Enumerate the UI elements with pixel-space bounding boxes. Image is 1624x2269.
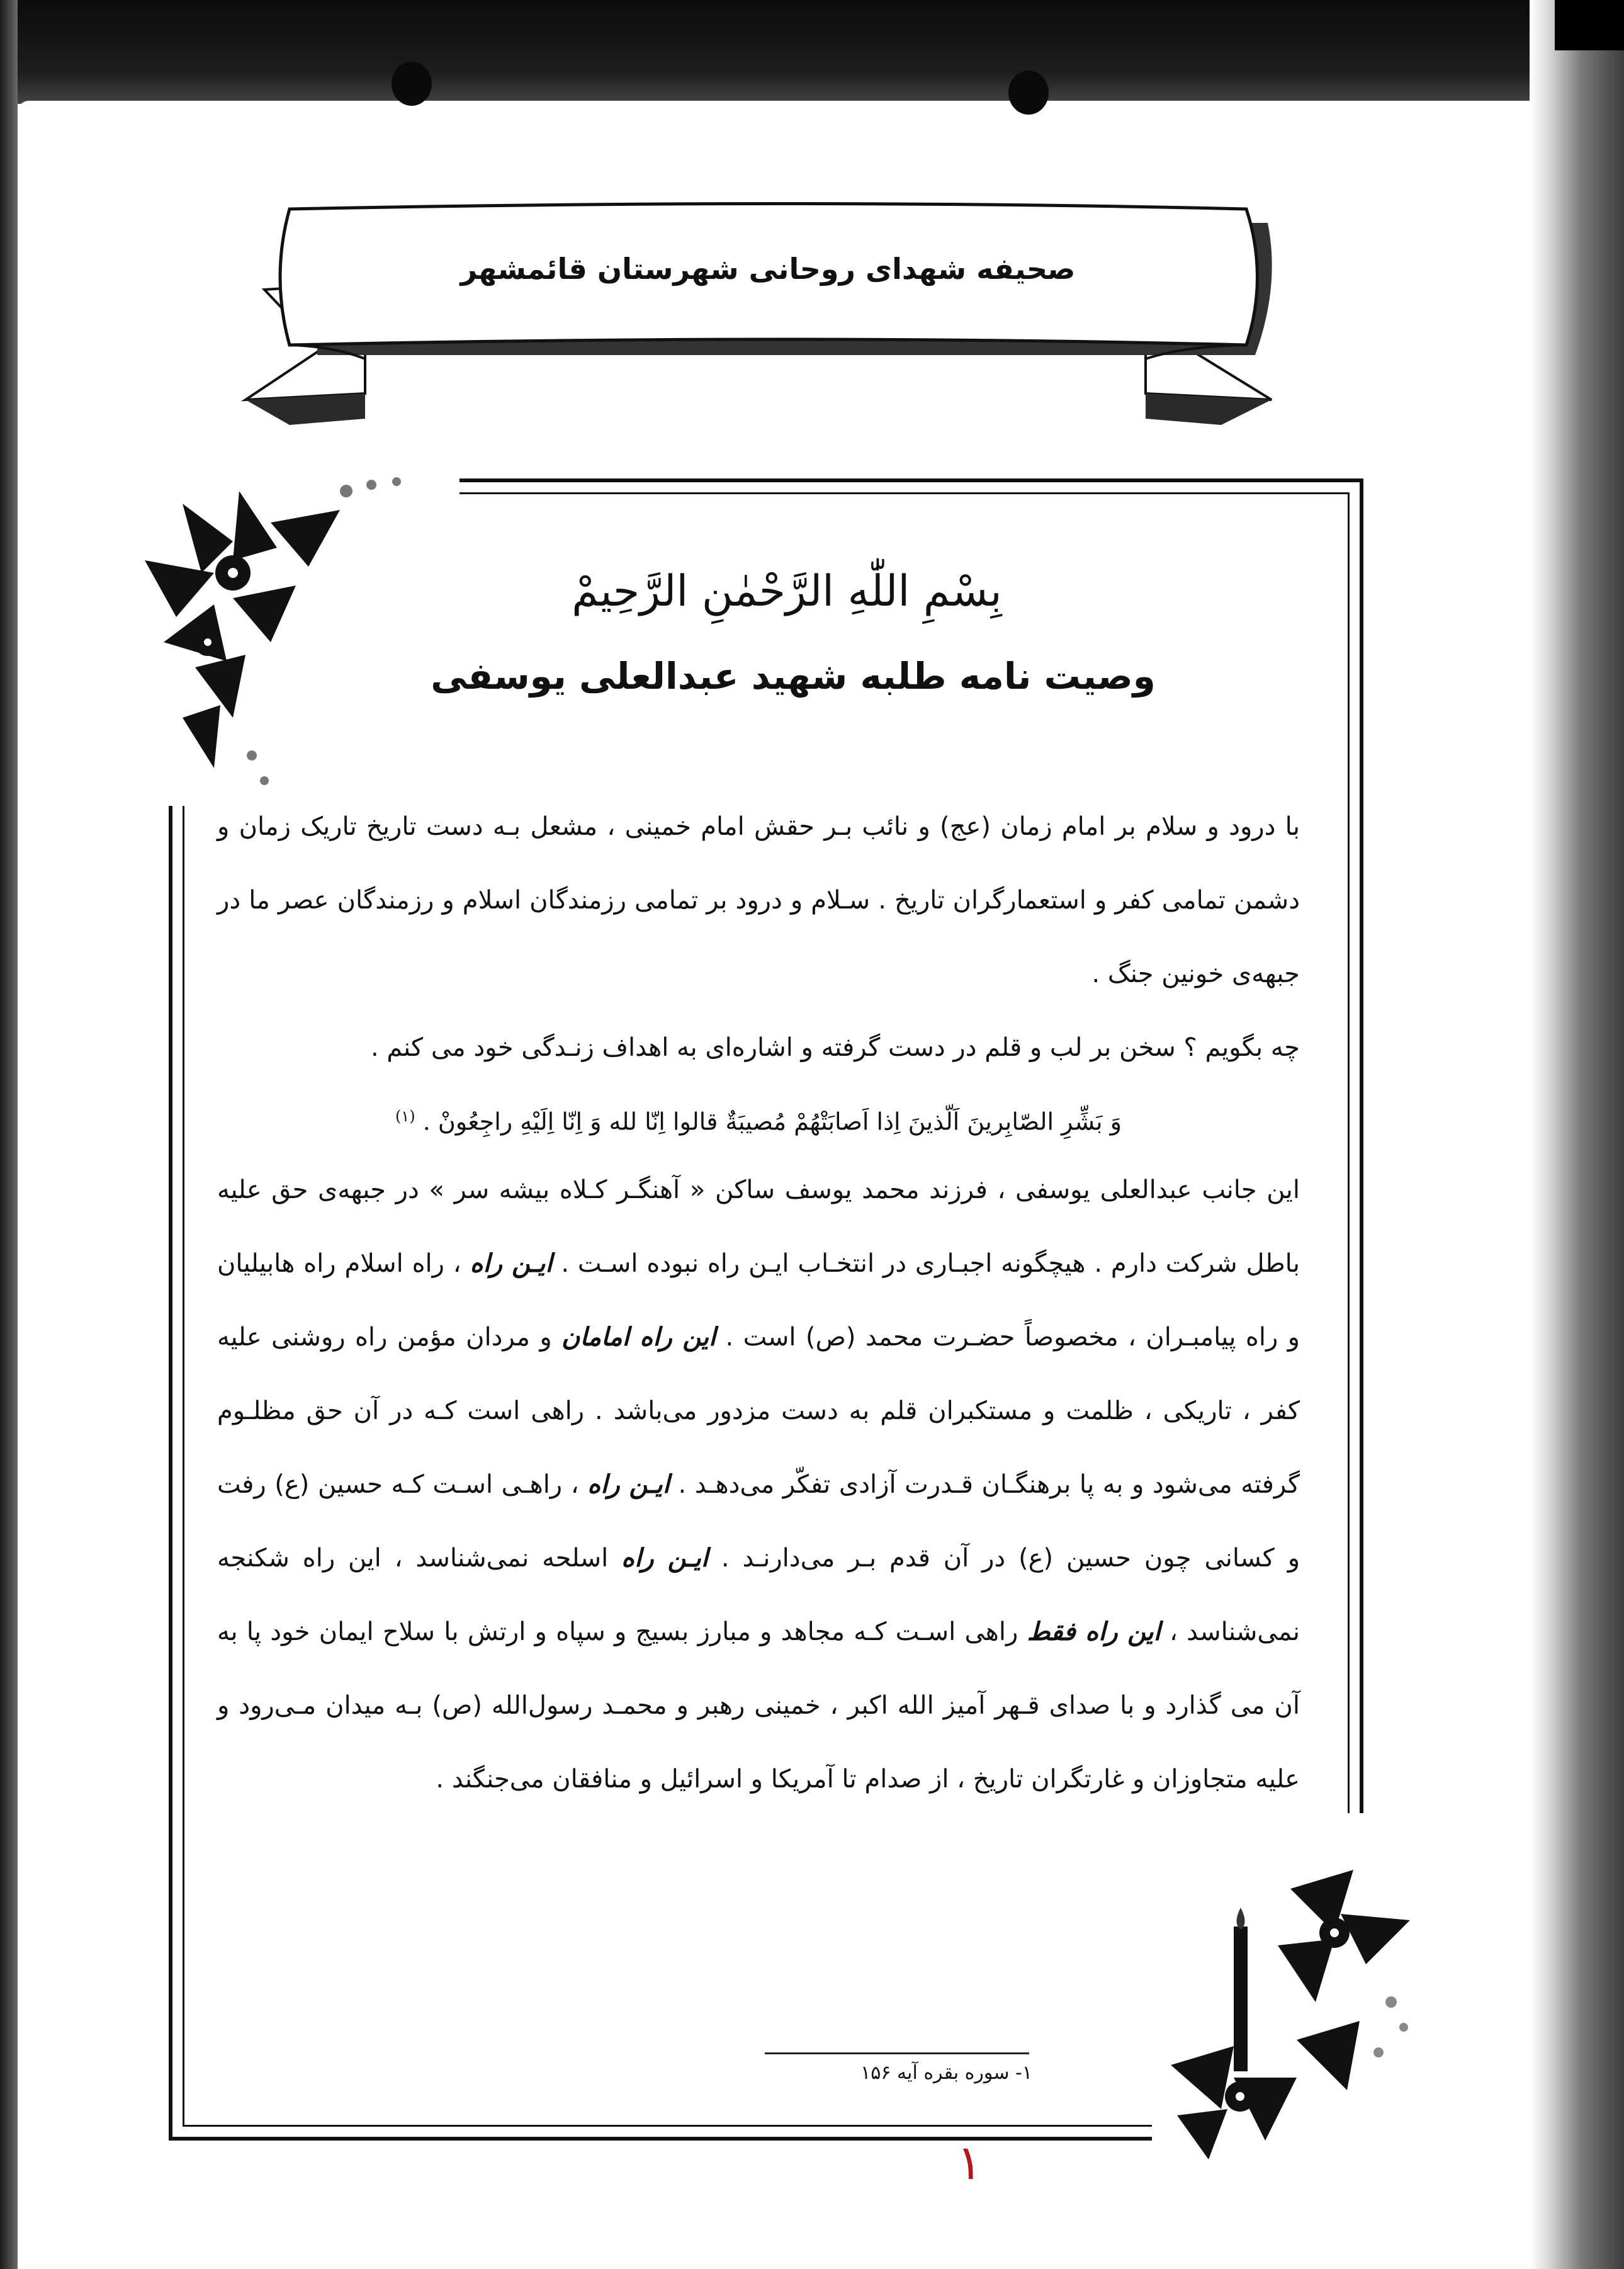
footnote-divider	[765, 2052, 1029, 2054]
header-ribbon	[176, 201, 1334, 453]
floral-corner-top-left	[107, 453, 460, 806]
paragraph-3-part-g: راهی اسـت کـه مجاهد و مبارز بسیج و سپاه و ارتش با سلاح ایمان خود پا به آن می گذارد و با صدای قـهر آمیز الله اکبر ، خمینی رهبر و محمـد رسول‌الله (ص) بـه میدان مـی‌رود و علیه متجاوزان و غارتگران تاریخ ، از صدام تا آمریکا و اسرائیل و منافقان می‌جنگند .	[217, 1617, 1300, 1794]
paragraph-3-part-f: اسلحه نمی‌شناسد ، این راه شکنجه نمی‌شناسد ،	[217, 1543, 1300, 1646]
scan-edge-right	[1530, 0, 1624, 2269]
header-title: صحیفه شهدای روحانی شهرستان قائمشهر	[460, 252, 1076, 286]
punch-hole-left	[392, 62, 432, 106]
paragraph-2: چه بگویم ؟ سخن بر لب و قلم در دست گرفته و اشاره‌ای به اهداف زنـدگی خود می کنم .	[370, 1033, 1300, 1062]
paragraph-3	[217, 1153, 1300, 1816]
scan-edge-left	[0, 0, 18, 2269]
emphasis-4: ایـن راه	[621, 1543, 709, 1573]
bismillah-heading: بِسْمِ اللّٰهِ الرَّحْمٰنِ الرَّحِیمْ	[572, 567, 1002, 616]
scan-edge-top	[0, 0, 1624, 104]
document-body	[217, 790, 1300, 1816]
verse-text: وَ بَشِّرِ الصّابِرینَ اَلّذینَ اِذا اَصابَتْهُمْ مُصیبَةٌ قالوا اِنّا لله وَ اِنّا اِلَیْهِ راجِعُونْ .	[422, 1107, 1122, 1136]
emphasis-1: ایـن راه	[470, 1248, 553, 1278]
page-number: ۱	[956, 2134, 983, 2190]
paragraph-3-part-a: این جانب عبدالعلی یوسفی ، فرزند محمد یوسف ساکن « آهنگـر کـلاه بیشه سر » در جبهه‌ی حق علیه باطل شرکت دارم . هیچگونه اجبـاری در انتخـاب ایـن راه نبوده اسـت .	[217, 1175, 1300, 1278]
emphasis-3: ایـن راه	[587, 1469, 670, 1499]
paragraph-3-part-c: و مردان مؤمن راه روشنی علیه کفر ، تاریکی ، ظلمت و مستکبران قلم به دست مزدور می‌باشد . راهی است کـه در آن حق مظلـوم گرفته می‌شود و به پا برهنگـان قـدرت آزادی تفکّر می‌دهـد .	[217, 1322, 1300, 1499]
footnote: ۱- سوره بقره آیه ۱۵۶	[860, 2062, 1032, 2084]
floral-corner-bottom-right	[1152, 1813, 1429, 2166]
punch-hole-right	[1008, 71, 1049, 115]
paragraph-3-part-b: ، راه اسلام راه هابیلیان و راه پیامبـران ، مخصوصاً حضـرت محمد (ص) است .	[217, 1248, 1300, 1352]
paragraph-1: با درود و سلام بر امام زمان (عج) و نائب بـر حقش امام خمینی ، مشعل بـه دست تاریخ تاریک زمان و دشمن تمامی کفر و استعمارگران تاریخ . سـلام و درود بر تمامی رزمندگان اسلام و رزمندگان عصر ما در جبهه‌ی خونین جنگ .	[217, 812, 1300, 988]
candle-icon	[1234, 1927, 1248, 2071]
verse-footnote-marker: (۱)	[395, 1107, 415, 1125]
paragraph-3-part-d: ، راهـی اسـت کـه حسین (ع) رفت و کسانی چون حسین (ع) در آن قدم بـر می‌دارنـد .	[217, 1469, 1300, 1573]
emphasis-5: این راه فقط	[1027, 1617, 1161, 1646]
emphasis-2: این راه امامان	[561, 1322, 716, 1352]
quran-verse	[217, 1085, 1300, 1153]
scan-edge-corner	[1555, 0, 1624, 50]
document-title: وصیت نامه طلبه شهید عبدالعلی یوسفی	[431, 655, 1156, 698]
